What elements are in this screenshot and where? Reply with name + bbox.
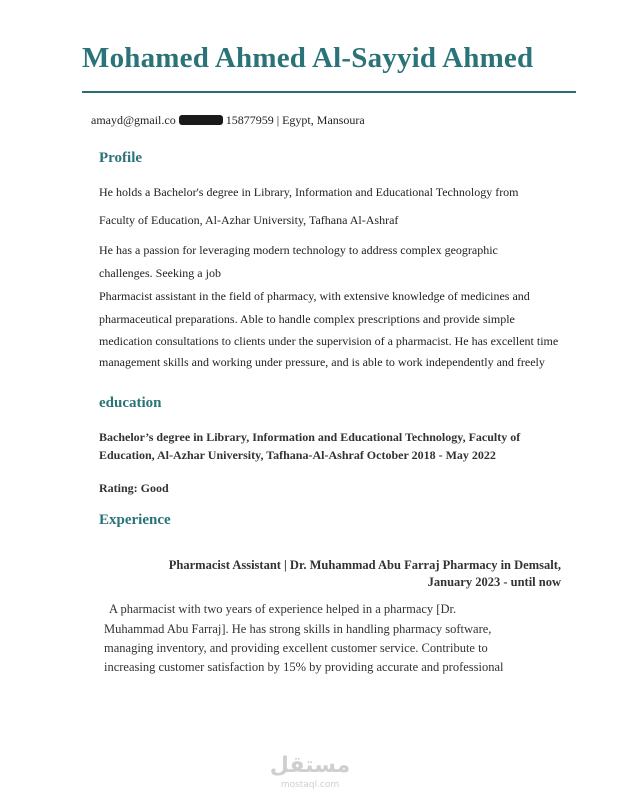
contact-line	[91, 113, 365, 128]
contact-email: amayd@gmail.co	[91, 113, 176, 127]
experience-desc-line: Muhammad Abu Farraj]. He has strong skills in handling pharmacy software,	[104, 622, 492, 636]
profile-line: medication consultations to clients under the supervision of a pharmacist. He has excellent time	[99, 334, 559, 348]
header-divider	[82, 91, 576, 93]
experience-desc-line: increasing customer satisfaction by 15% by providing accurate and professional	[104, 660, 504, 674]
profile-heading: Profile	[99, 150, 143, 166]
experience-desc-line: A pharmacist with two years of experience helped in a pharmacy [Dr.	[109, 602, 457, 616]
profile-line: Faculty of Education, Al-Azhar University, Tafhana Al-Ashraf	[99, 213, 399, 227]
candidate-name: Mohamed Ahmed Al-Sayyid Ahmed	[82, 42, 534, 74]
watermark-arabic: مستقل	[269, 753, 351, 778]
experience-desc-line: managing inventory, and providing excellent customer service. Contribute to	[104, 641, 488, 655]
education-line: Education, Al-Azhar University, Tafhana-Al-Ashraf October 2018 - May 2022	[99, 448, 496, 462]
redacted-block	[179, 115, 223, 125]
profile-line: management skills and working under pressure, and is able to work independently and freely	[99, 355, 545, 369]
education-line: Bachelor’s degree in Library, Information and Educational Technology, Faculty of	[99, 430, 521, 444]
education-rating: Rating: Good	[99, 481, 169, 495]
mostaql-watermark	[268, 752, 352, 790]
job-title-line: Pharmacist Assistant | Dr. Muhammad Abu Farraj Pharmacy in Demsalt,	[168, 558, 561, 572]
profile-line: He holds a Bachelor's degree in Library, Information and Educational Technology from	[99, 185, 519, 199]
job-dates-line: January 2023 - until now	[427, 575, 561, 589]
profile-line: pharmaceutical preparations. Able to handle complex prescriptions and provide simple	[99, 312, 515, 326]
contact-phone-location: 15877959 | Egypt, Mansoura	[225, 113, 365, 127]
experience-heading: Experience	[99, 512, 171, 528]
education-heading: education	[99, 395, 162, 411]
profile-line: Pharmacist assistant in the field of pharmacy, with extensive knowledge of medicines and	[99, 289, 530, 303]
profile-line: challenges. Seeking a job	[99, 266, 221, 280]
watermark-latin: mostaql.com	[280, 780, 340, 790]
profile-line: He has a passion for leveraging modern technology to address complex geographic	[99, 243, 498, 257]
